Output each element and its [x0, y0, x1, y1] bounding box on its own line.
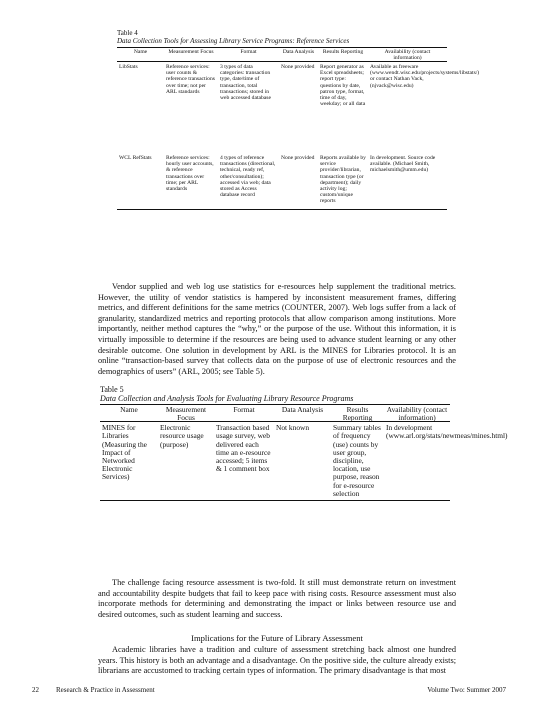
table-cell: Report generator as Excel spreadsheets; report type: questions by date, patron type, format, time of day, weekday; or all data: [320, 64, 366, 108]
paragraph-text: The challenge facing resource assessment is two-fold. It still must demonstrate return on investment and accountability despite budgets that fail to keep pace with rising costs. Resource assessment must also incorporate methods for determining and demonstrating the impact or links between resource use and desired outcomes, such as student learning and success.: [98, 578, 456, 619]
table-cell: Reports available by service provider/librarian, transaction type (or department); daily activity log; custom/unique reports: [318, 152, 368, 209]
table-row: [117, 152, 447, 209]
table-cell: WCL RefStats: [117, 152, 164, 209]
table4-header-name: Name: [117, 48, 164, 62]
table5-header-focus: Measurement Focus: [158, 405, 214, 422]
table5-header-row: [100, 405, 450, 422]
table4-header-results: Results Reporting: [318, 48, 368, 62]
table4-header-row: [117, 48, 447, 62]
page-number: 22: [32, 686, 39, 694]
body-paragraph-1: [98, 282, 456, 377]
journal-name: Research & Practice in Assessment: [56, 686, 155, 694]
body-paragraph-3: [98, 645, 456, 677]
table5-header-availability: Availability (contact information): [384, 405, 450, 422]
table4-caption: [117, 29, 349, 45]
table4: [117, 47, 480, 210]
volume-info: Volume Two: Summer 2007: [427, 686, 506, 694]
table4-header-analysis: Data Analysis: [279, 48, 318, 62]
table-cell: Transaction based usage survey, web delivered each time an e-resource accessed; 5 items & 1 comment box: [214, 422, 274, 501]
table-cell: LibStats: [119, 64, 138, 70]
section-heading: Implications for the Future of Library Assessment: [191, 633, 363, 643]
table-cell: None provided: [281, 64, 315, 70]
table5-title: Data Collection and Analysis Tools for Evaluating Library Resource Programs: [100, 394, 354, 403]
table-cell: In development (www.arl.org/stats/newmeas/mines.html): [384, 422, 450, 501]
table-cell: Reference services: hourly user accounts, & reference transactions over time; per ARL standards: [164, 152, 218, 209]
table4-header-format: Format: [218, 48, 279, 62]
table-cell: Available as freeware (www.wendt.wisc.edu/projects/systems/libstats/) or contact Nathan Vack, (njvack@wisc.edu): [370, 64, 480, 89]
table4-header-availability: Availability (contact information): [368, 48, 447, 62]
table-cell: 4 types of reference transactions (directional, technical, ready ref, other/consultation); accessed via web; data stored as Access database record: [218, 152, 279, 209]
table-cell: 3 types of data categories: transaction type, date/time of transaction, total transactions; stored in web accessed database: [220, 64, 271, 102]
table4-label: Table 4: [117, 29, 138, 37]
body-paragraph-2: [98, 578, 456, 620]
table-row: [100, 422, 450, 501]
table-cell: Electronic resource usage (purpose): [158, 422, 214, 501]
table-cell: None provided: [279, 152, 318, 209]
table4-title: Data Collection Tools for Assessing Library Service Programs: Reference Services: [117, 37, 350, 45]
paragraph-text: Vendor supplied and web log use statistics for e-resources help supplement the traditional metrics. However, the utility of vendor statistics is hampered by inconsistent measurement frames, differing metrics, and different definitions for the same metrics (COUNTER, 2007). Web logs suffer from a lack of granularity, standardized metrics and reporting protocols that allow comparison among institutions. More importantly, neither method captures the “why,” or the purpose of the use. Without this information, it is virtually impossible to determine if the resources are being used to advance student learning or any other desirable outcome. One solution in development by ARL is the MINES for Libraries protocol. It is an online “transaction-based survey that collects data on the purpose of use of electronic resources and the demographics of users” (ARL, 2005; see Table 5).: [98, 282, 456, 376]
paragraph-text: Academic libraries have a tradition and culture of assessment stretching back almost one hundred years. This history is both an advantage and a disadvantage. On the positive side, the culture already exists; librarians are accustomed to tracking certain types of information. The primary disadvantage is that most: [98, 645, 456, 676]
table-cell: Not known: [274, 422, 331, 501]
table5: [100, 404, 508, 501]
table-row: [117, 62, 447, 153]
table5-header-results: Results Reporting: [331, 405, 384, 422]
table5-header-name: Name: [100, 405, 158, 422]
table-cell: Summary tables of frequency (use) counts by user group, discipline, location, use purpose, reason for e-resource selection: [331, 422, 384, 501]
table-cell: Reference services: user counts & reference transactions over time; not per ARL standards: [166, 64, 215, 95]
table5-caption: [100, 385, 353, 403]
table-cell: MINES for Libraries (Measuring the Impact of Networked Electronic Services): [100, 422, 158, 501]
table5-label: Table 5: [100, 385, 124, 394]
table5-header-format: Format: [214, 405, 274, 422]
table4-header-focus: Measurement Focus: [164, 48, 218, 62]
table5-header-analysis: Data Analysis: [274, 405, 331, 422]
table-cell: In development. Source code available. (Michael Smith, michaelsmith@umm.edu): [368, 152, 447, 209]
